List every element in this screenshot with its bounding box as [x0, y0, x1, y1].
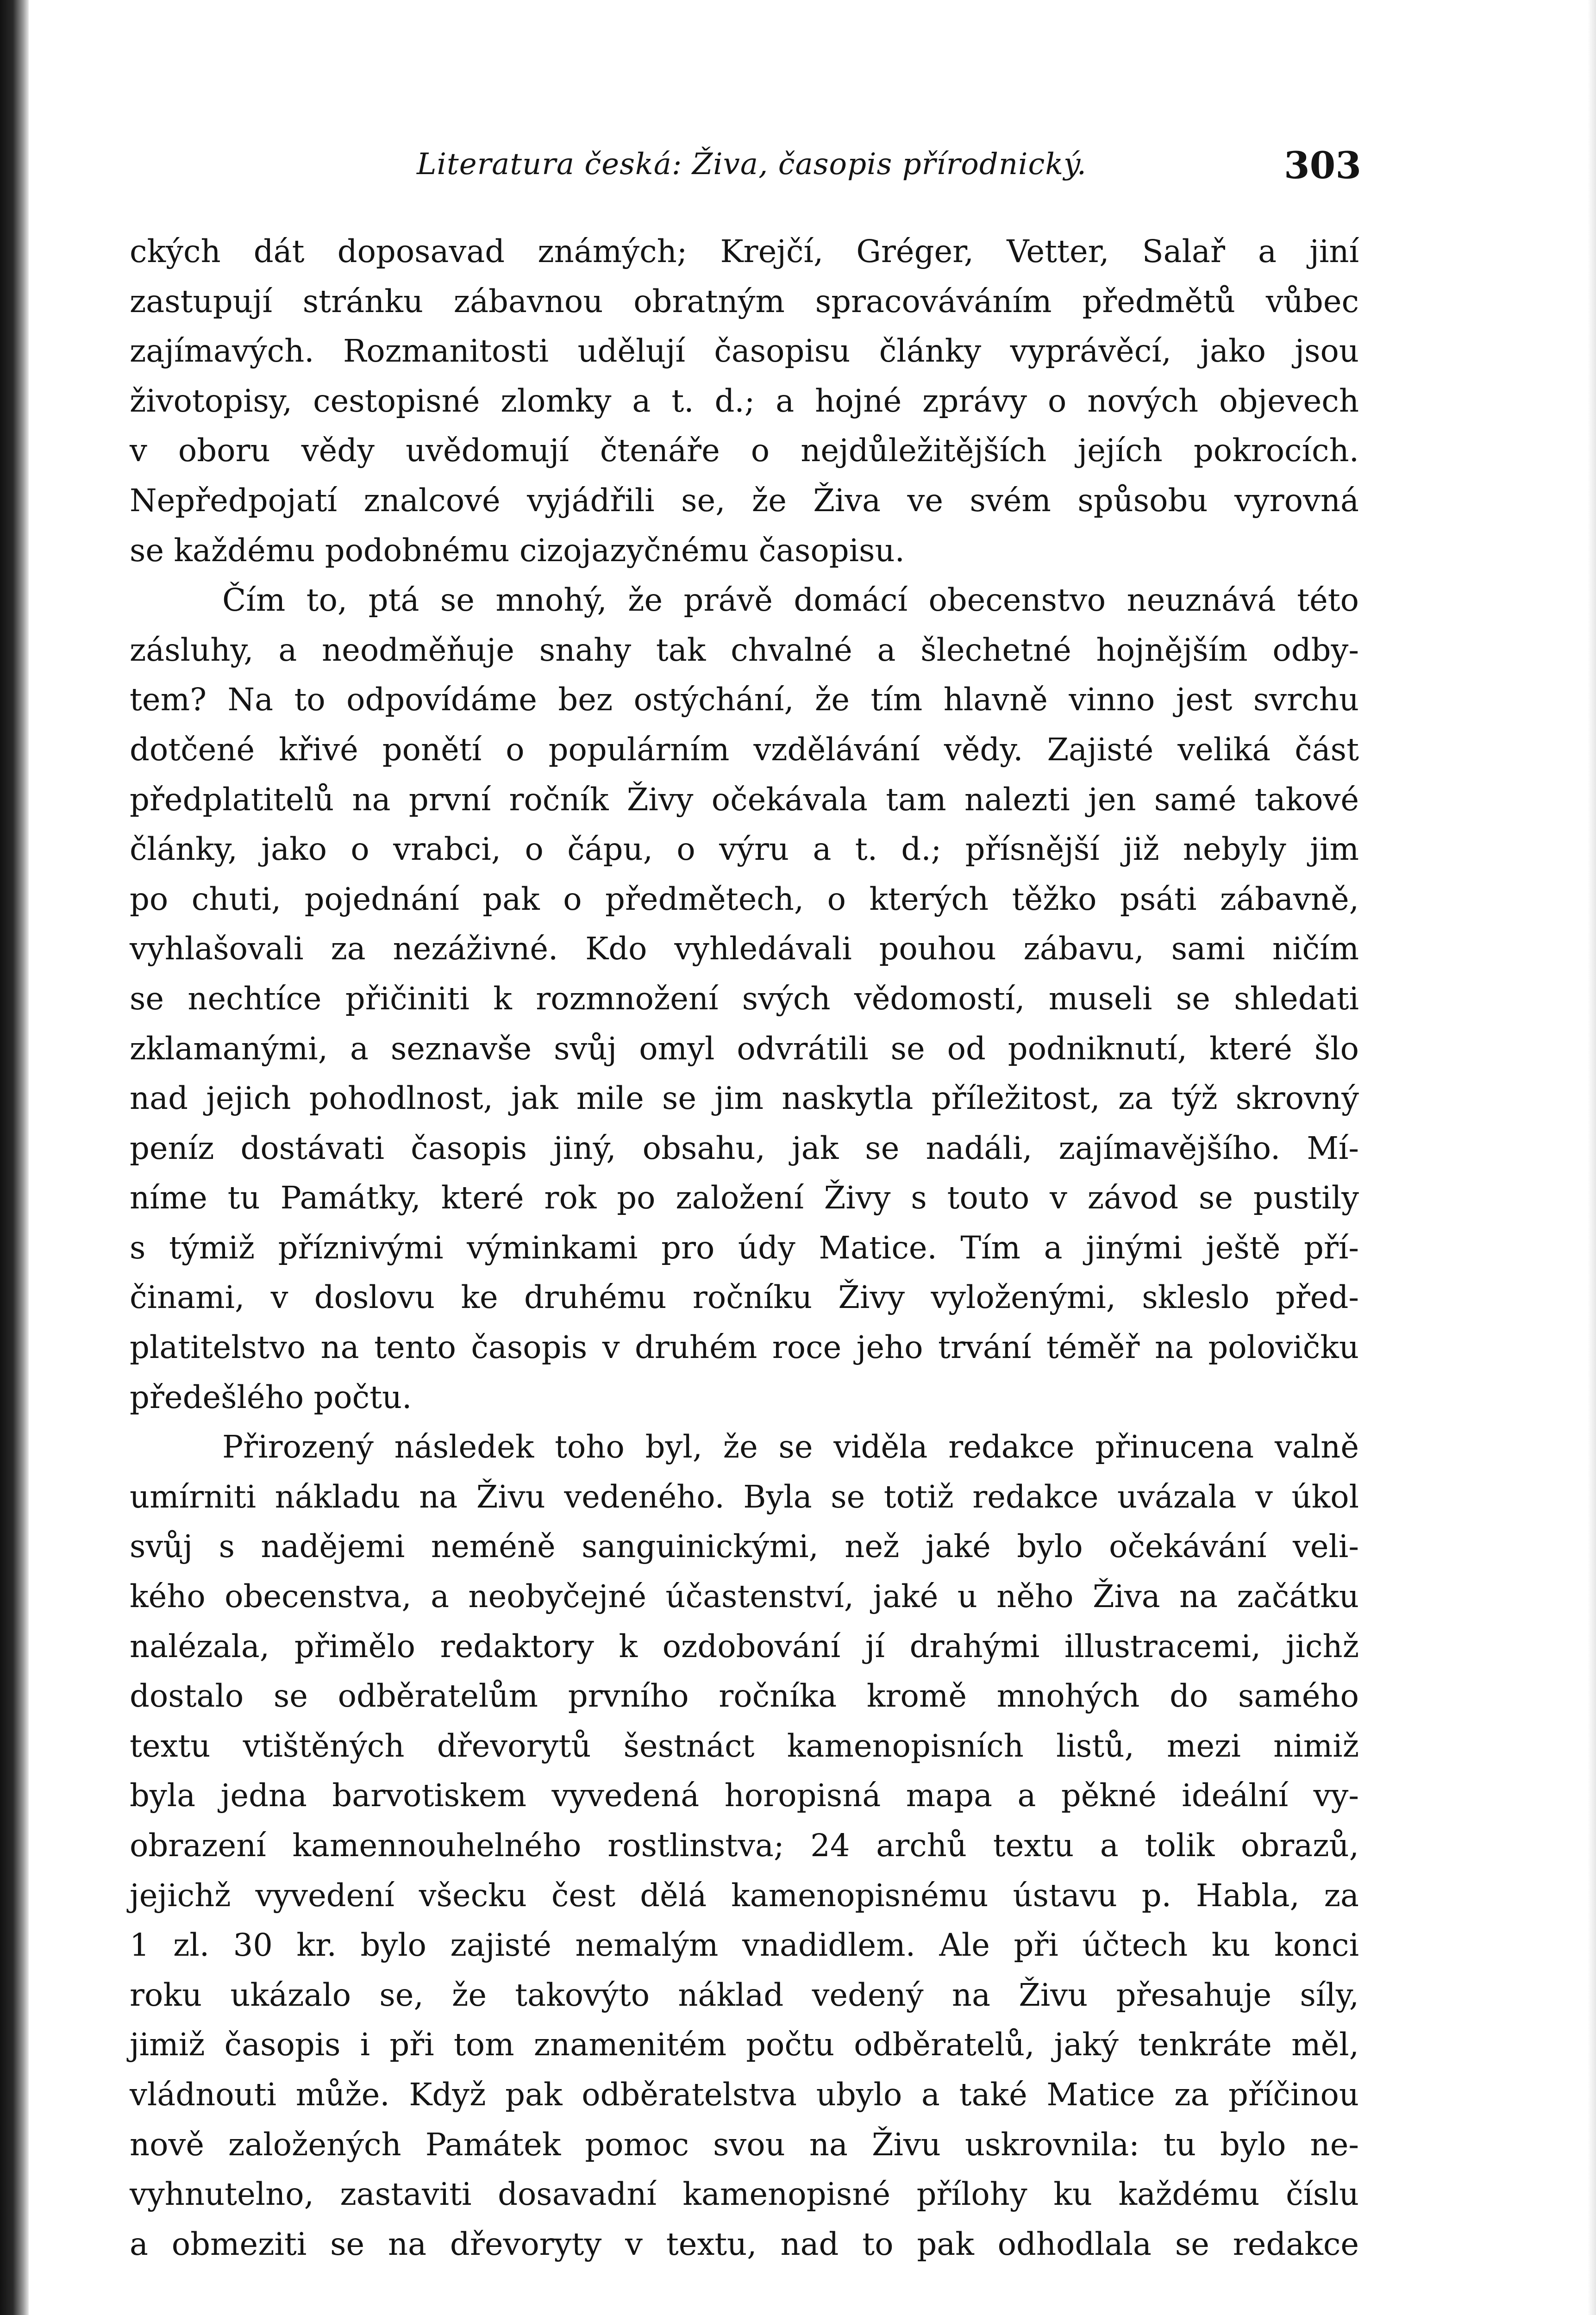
text-line: kého obecenstva, a neobyčejné účastenství, jaké u něho Živa na začátku: [130, 1578, 1359, 1615]
text-line: vládnouti může. Když pak odběratelstva ubylo a také Matice za příčinou: [130, 2076, 1359, 2113]
text-line: umírniti nákladu na Živu vedeného. Byla se totiž redakce uvázala v úkol: [130, 1478, 1359, 1515]
text-line: nově založených Památek pomoc svou na Živu uskrovnila: tu bylo ne-: [130, 2126, 1359, 2163]
text-line: zklamanými, a seznavše svůj omyl odvrátili se od podniknutí, které šlo: [130, 1030, 1359, 1067]
text-line: dostalo se odběratelům prvního ročníka kromě mnohých do samého: [130, 1678, 1359, 1714]
text-line: se každému podobnému cizojazyčnému časopisu.: [130, 532, 905, 569]
text-line: předplatitelů na první ročník Živy očekávala tam nalezti jen samé takové: [130, 781, 1359, 818]
text-line: obrazení kamennouhelného rostlinstva; 24 archů textu a tolik obrazů,: [130, 1827, 1359, 1864]
text-line: tem? Na to odpovídáme bez ostýchání, že tím hlavně vinno jest svrchu: [130, 682, 1359, 718]
text-line: vyhlašovali za nezáživné. Kdo vyhledávali pouhou zábavu, sami ničím: [130, 931, 1359, 967]
text-line: zásluhy, a neodměňuje snahy tak chvalné a šlechetné hojnějším odby-: [130, 632, 1359, 668]
text-line: činami, v doslovu ke druhému ročníku Živy vyloženými, skleslo před-: [130, 1279, 1359, 1316]
text-line: ckých dát doposavad známých; Krejčí, Gréger, Vetter, Salař a jiní: [130, 233, 1359, 269]
text-line: nalézala, přimělo redaktory k ozdobování jí drahými illustracemi, jichž: [130, 1628, 1359, 1664]
paragraph: [130, 227, 1359, 576]
text-line: a obmeziti se na dřevoryty v textu, nad to pak odhodlala se redakce: [130, 2226, 1359, 2262]
text-line: předešlého počtu.: [130, 1379, 412, 1415]
paragraph: [130, 576, 1359, 1422]
text-line: se nechtíce přičiniti k rozmnožení svých vědomostí, museli se shledati: [130, 980, 1359, 1017]
page-number: 303: [1284, 144, 1361, 187]
paragraph: [130, 1422, 1359, 2269]
running-title: Literatura česká: Živa, časopis přírodnický.: [417, 147, 1087, 181]
text-line: Čím to, ptá se mnohý, že právě domácí obecenstvo neuznává této: [222, 582, 1359, 619]
text-line: zajímavých. Rozmanitosti udělují časopisu články vyprávěcí, jako jsou: [130, 333, 1359, 369]
text-line: zastupují stránku zábavnou obratným spracováváním předmětů vůbec: [130, 283, 1359, 319]
page-header: [130, 139, 1361, 194]
text-line: níme tu Památky, které rok po založení Živy s touto v závod se pustily: [130, 1180, 1359, 1216]
text-line: textu vtištěných dřevorytů šestnáct kamenopisních listů, mezi nimiž: [130, 1727, 1359, 1764]
text-line: vyhnutelno, zastaviti dosavadní kamenopisné přílohy ku každému číslu: [130, 2176, 1359, 2213]
text-line: dotčené křivé ponětí o populárním vzdělávání vědy. Zajisté veliká část: [130, 731, 1359, 768]
text-line: roku ukázalo se, že takovýto náklad vedený na Živu přesahuje síly,: [130, 1977, 1359, 2013]
text-line: jejichž vyvedení všecku čest dělá kamenopisnému ústavu p. Habla, za: [130, 1877, 1359, 1914]
text-line: s týmiž příznivými výminkami pro údy Matice. Tím a jinými ještě pří-: [130, 1229, 1359, 1266]
text-line: 1 zl. 30 kr. bylo zajisté nemalým vnadidlem. Ale při účtech ku konci: [130, 1927, 1359, 1964]
text-line: životopisy, cestopisné zlomky a t. d.; a hojné zprávy o nových objevech: [130, 382, 1359, 419]
text-line: Přirozený následek toho byl, že se viděla redakce přinucena valně: [222, 1429, 1359, 1465]
text-line: svůj s nadějemi neméně sanguinickými, než jaké bylo očekávání veli-: [130, 1528, 1359, 1565]
text-line: články, jako o vrabci, o čápu, o výru a t. d.; přísnější již nebyly jim: [130, 831, 1359, 868]
text-line: jimiž časopis i při tom znamenitém počtu odběratelů, jaký tenkráte měl,: [130, 2027, 1359, 2063]
text-line: po chuti, pojednání pak o předmětech, o kterých těžko psáti zábavně,: [130, 881, 1359, 917]
book-binding-edge: [0, 0, 29, 2315]
text-line: platitelstvo na tento časopis v druhém roce jeho trvání téměř na polovičku: [130, 1329, 1359, 1366]
body-text: [130, 227, 1359, 2269]
page-right-edge: [1588, 0, 1596, 2315]
text-line: Nepředpojatí znalcové vyjádřili se, že Živa ve svém spůsobu vyrovná: [130, 482, 1359, 519]
text-line: v oboru vědy uvědomují čtenáře o nejdůležitějších jejích pokrocích.: [130, 432, 1359, 469]
text-line: nad jejich pohodlnost, jak mile se jim naskytla příležitost, za týž skrovný: [130, 1080, 1359, 1117]
text-line: byla jedna barvotiskem vyvedená horopisná mapa a pěkné ideální vy-: [130, 1777, 1359, 1814]
text-line: peníz dostávati časopis jiný, obsahu, jak se nadáli, zajímavějšího. Mí-: [130, 1130, 1359, 1166]
